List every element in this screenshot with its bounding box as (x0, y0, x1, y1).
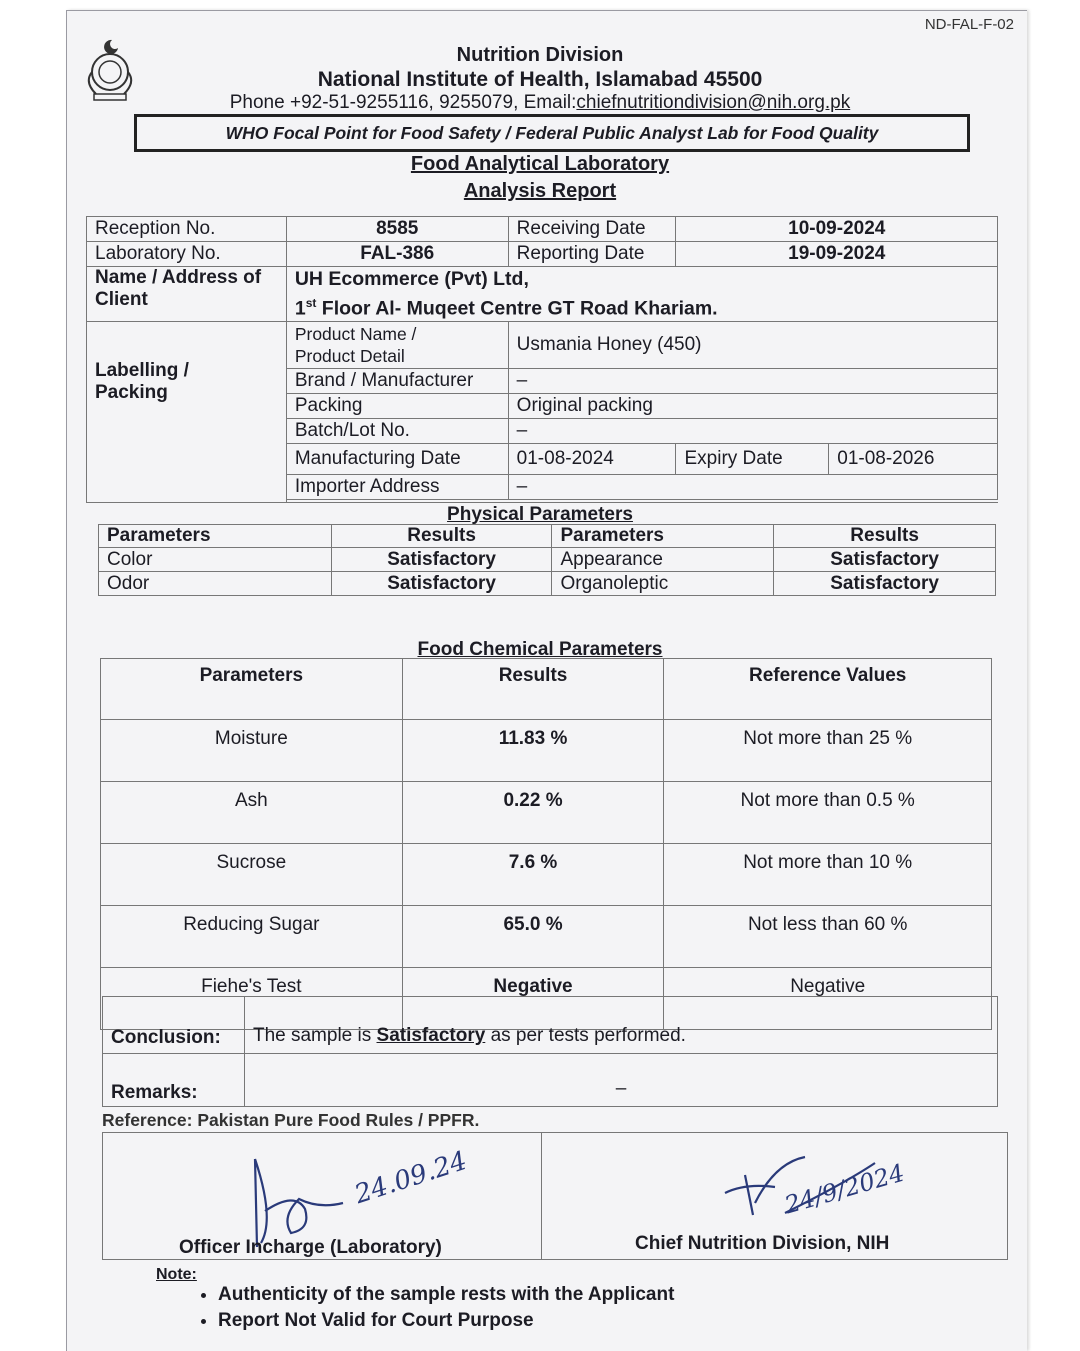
note-list (190, 1284, 674, 1336)
mfg-label: Manufacturing Date (286, 443, 508, 474)
receiving-date-value: 10-09-2024 (676, 217, 998, 242)
phys-param: Color (99, 548, 332, 572)
lab-title: Food Analytical Laboratory (410, 153, 670, 175)
table-row (101, 720, 992, 782)
chem-result: 0.22 % (402, 782, 664, 844)
table-row (101, 659, 992, 720)
list-item: • Report Not Valid for Court Purpose (218, 1310, 674, 1332)
table-row (103, 997, 998, 1054)
report-title: Analysis Report (463, 180, 617, 202)
importer-label: Importer Address (286, 474, 508, 499)
table-row (99, 525, 996, 548)
conclusion-post: as per tests performed. (485, 1025, 686, 1046)
institute-name: National Institute of Health, Islamabad 45500 (317, 68, 763, 91)
reporting-date-label: Reporting Date (508, 242, 676, 267)
phys-result: Satisfactory (331, 572, 552, 596)
client-address-prefix: 1 (294, 297, 306, 320)
table-row (101, 844, 992, 906)
chem-result: Negative (402, 968, 664, 1030)
chief-label: Chief Nutrition Division, NIH (635, 1233, 890, 1254)
chem-reference: Not more than 25 % (664, 720, 992, 782)
reception-value: 8585 (286, 217, 508, 242)
chem-param: Fiehe's Test (101, 968, 403, 1030)
labelling-label-cell (87, 321, 287, 502)
labelling-label: Labelling / Packing (95, 359, 189, 403)
chemical-title: Food Chemical Parameters (417, 639, 663, 660)
conclusion-result: Satisfactory (376, 1025, 486, 1046)
client-address-line (295, 291, 989, 321)
packing-value: Original packing (508, 393, 997, 418)
officer-date: 24.09.24 (351, 1145, 471, 1211)
sample-info-table (86, 216, 998, 503)
table-row (87, 242, 998, 267)
expiry-label: Expiry Date (676, 443, 829, 474)
chem-result: 11.83 % (402, 720, 664, 782)
chem-header-reference: Reference Values (664, 659, 992, 720)
chem-param: Reducing Sugar (101, 906, 403, 968)
chem-reference: Not more than 10 % (664, 844, 992, 906)
reception-label: Reception No. (87, 217, 287, 242)
phys-param: Odor (99, 572, 332, 596)
chem-reference: Not less than 60 % (664, 906, 992, 968)
spacer-cell (286, 499, 997, 502)
form-code: ND-FAL-F-02 (924, 16, 1014, 33)
packing-label: Packing (286, 393, 508, 418)
chem-param: Moisture (101, 720, 403, 782)
phys-result: Satisfactory (774, 548, 996, 572)
contact-line (0, 92, 1080, 114)
phys-header-parameters-2: Parameters (552, 525, 774, 548)
table-row (99, 548, 996, 572)
remarks-value: – (244, 1054, 997, 1107)
chem-reference: Not more than 0.5 % (664, 782, 992, 844)
conclusion-pre: The sample is (252, 1025, 377, 1046)
table-row (103, 1054, 998, 1107)
phys-header-parameters: Parameters (99, 525, 332, 548)
signature-block (102, 1132, 1008, 1260)
chemical-parameters-table (100, 658, 992, 1030)
phone-text: Phone +92-51-9255116, 9255079, Email: (229, 92, 577, 113)
conclusion-text (244, 997, 997, 1054)
email-link[interactable]: chiefnutritiondivision@nih.org.pk (576, 92, 851, 113)
conclusion-table (102, 996, 998, 1107)
receiving-date-label: Receiving Date (508, 217, 676, 242)
table-row (87, 321, 998, 368)
importer-value: – (508, 474, 997, 499)
physical-parameters-table (98, 524, 996, 596)
client-cell (286, 267, 997, 322)
client-address-sup: st (305, 296, 317, 310)
chief-date: 24/9/2024 (781, 1158, 908, 1220)
product-label-text: Product Name / Product Detail (294, 323, 417, 366)
expiry-value: 01-08-2026 (829, 443, 998, 474)
chem-result: 7.6 % (402, 844, 664, 906)
table-row (99, 572, 996, 596)
mfg-value: 01-08-2024 (508, 443, 676, 474)
physical-title: Physical Parameters (447, 504, 633, 525)
table-row (101, 906, 992, 968)
phys-param: Organoleptic (552, 572, 774, 596)
table-row (87, 217, 998, 242)
product-label (286, 321, 508, 368)
batch-label: Batch/Lot No. (286, 418, 508, 443)
table-row (87, 267, 998, 322)
client-name: UH Ecommerce (Pvt) Ltd, (294, 268, 529, 290)
reference-text: Reference: Pakistan Pure Food Rules / PPFR. (102, 1110, 480, 1130)
signature-divider (541, 1133, 542, 1259)
chem-param: Ash (101, 782, 403, 844)
lab-no-value: FAL-386 (286, 242, 508, 267)
brand-label: Brand / Manufacturer (286, 368, 508, 393)
phys-result: Satisfactory (774, 572, 996, 596)
lab-no-label: Laboratory No. (87, 242, 287, 267)
list-item: • Authenticity of the sample rests with the Applicant (218, 1284, 674, 1306)
client-label: Name / Address of Client (87, 267, 287, 322)
batch-value: – (508, 418, 997, 443)
table-row (101, 782, 992, 844)
conclusion-label: Conclusion: (103, 997, 245, 1054)
officer-label: Officer Incharge (Laboratory) (179, 1237, 442, 1258)
note-label: Note: (156, 1266, 197, 1283)
phys-header-results-2: Results (774, 525, 996, 548)
chem-result: 65.0 % (402, 906, 664, 968)
who-banner: WHO Focal Point for Food Safety / Federal Public Analyst Lab for Food Quality (134, 114, 970, 152)
reporting-date-value: 19-09-2024 (676, 242, 998, 267)
phys-result: Satisfactory (331, 548, 552, 572)
remarks-label: Remarks: (103, 1054, 245, 1107)
chem-header-parameters: Parameters (101, 659, 403, 720)
chem-param: Sucrose (101, 844, 403, 906)
chem-header-results: Results (402, 659, 664, 720)
product-value: Usmania Honey (450) (508, 321, 997, 368)
brand-value: – (508, 368, 997, 393)
phys-param: Appearance (552, 548, 774, 572)
phys-header-results: Results (331, 525, 552, 548)
chem-reference: Negative (664, 968, 992, 1030)
client-address: Floor Al- Muqeet Centre GT Road Khariam. (316, 297, 718, 320)
division-name: Nutrition Division (456, 44, 624, 66)
